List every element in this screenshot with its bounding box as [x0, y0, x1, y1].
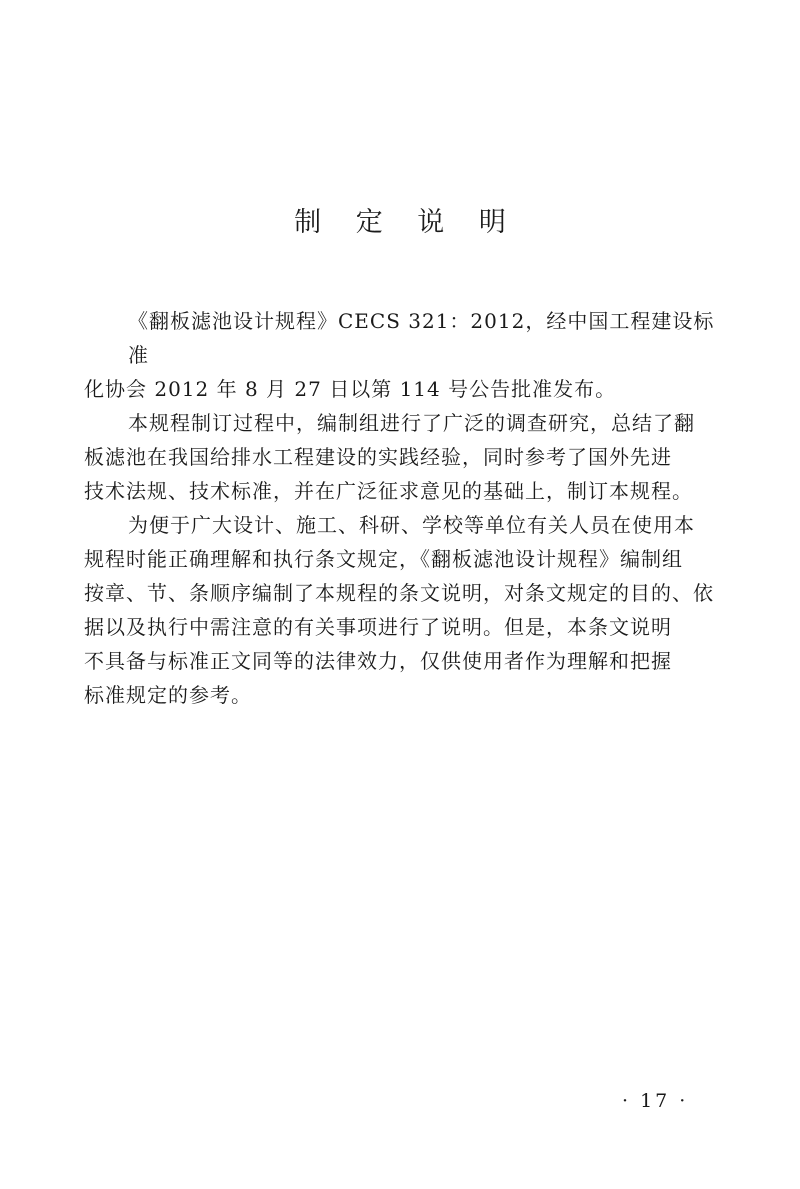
paragraph-2	[84, 406, 716, 508]
text-line: 规程时能正确理解和执行条文规定，《翻板滤池设计规程》编制组	[84, 547, 683, 571]
text-line: 按章、节、条顺序编制了本规程的条文说明，对条文规定的目的、依	[84, 581, 714, 605]
text-line: 为便于广大设计、施工、科研、学校等单位有关人员在使用本	[128, 513, 695, 537]
text-line: 据以及执行中需注意的有关事项进行了说明。但是，本条文说明	[84, 615, 672, 639]
document-body	[84, 304, 716, 712]
page-title: 制 定 说 明	[294, 207, 519, 238]
text-line: 化协会 2012 年 8 月 27 日以第 114 号公告批准发布。	[84, 377, 617, 401]
text-line: 《翻板滤池设计规程》CECS 321：2012，经中国工程建设标准	[128, 309, 715, 367]
text-line: 技术法规、技术标准，并在广泛征求意见的基础上，制订本规程。	[84, 479, 693, 503]
paragraph-3	[84, 508, 716, 712]
page-number: · 17 ·	[622, 1090, 689, 1112]
text-line: 标准规定的参考。	[84, 683, 252, 707]
text-line: 不具备与标准正文同等的法律效力，仅供使用者作为理解和把握	[84, 649, 672, 673]
paragraph-1	[84, 304, 716, 406]
text-line: 板滤池在我国给排水工程建设的实践经验，同时参考了国外先进	[84, 445, 672, 469]
text-line: 本规程制订过程中，编制组进行了广泛的调查研究，总结了翻	[128, 411, 695, 435]
